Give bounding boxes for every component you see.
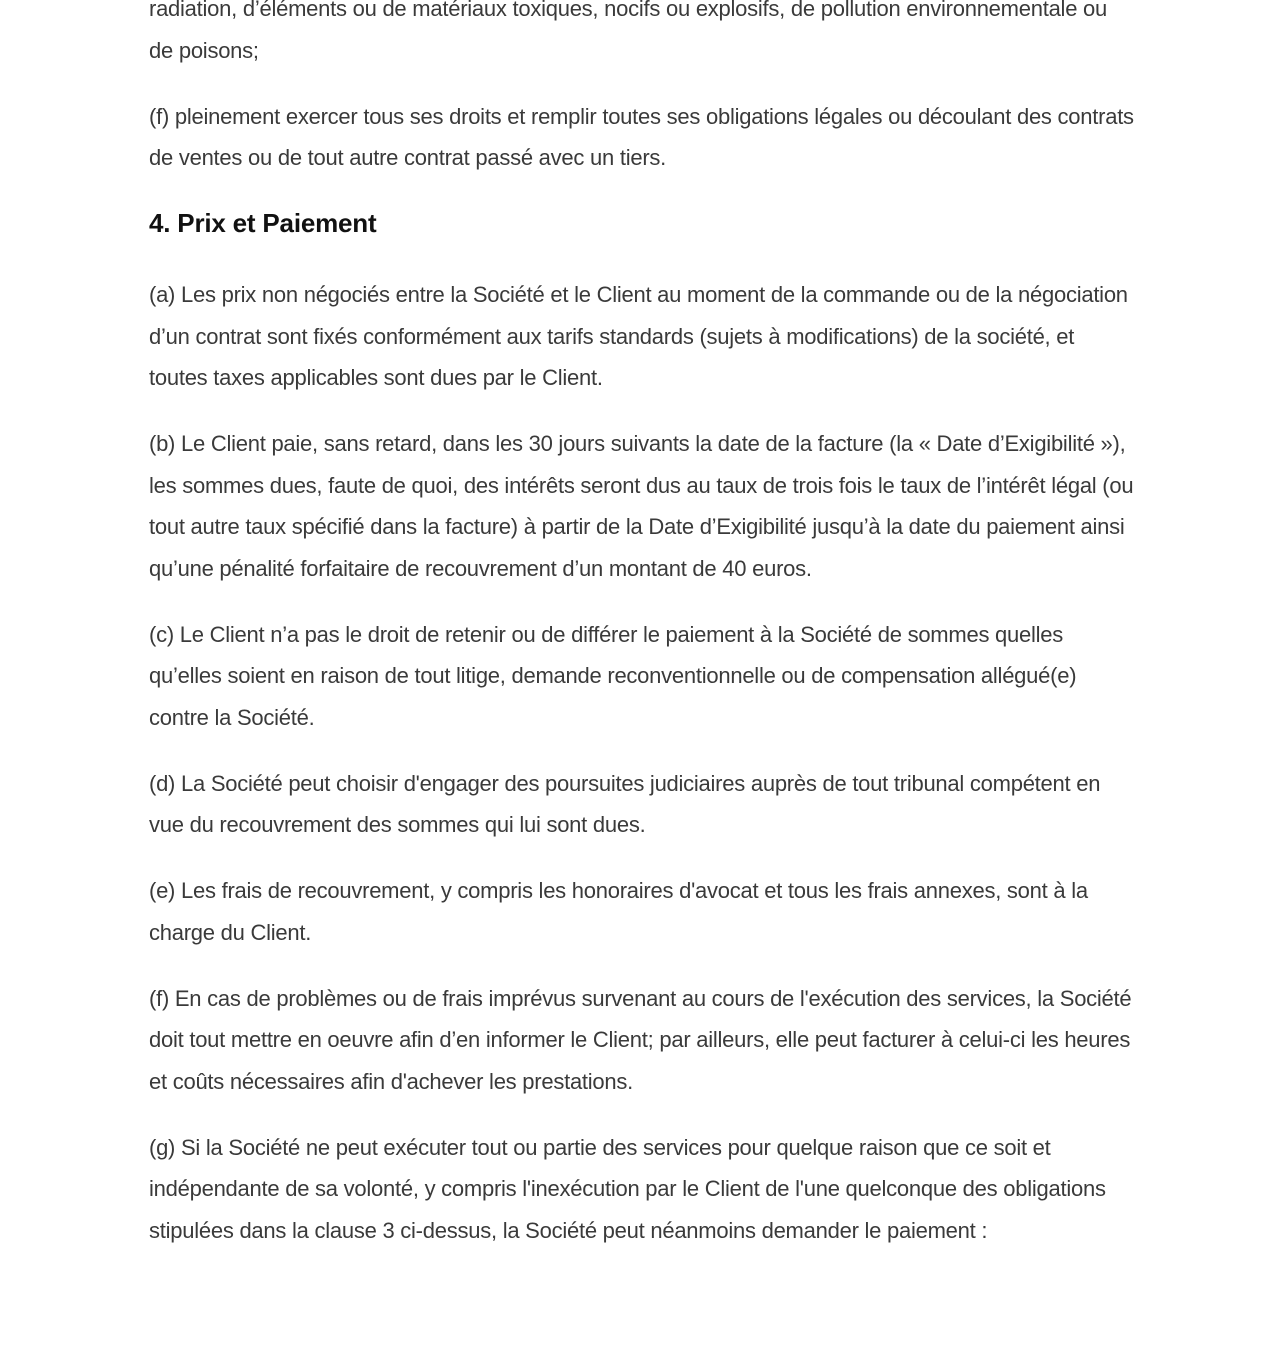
paragraph-4e: (e) Les frais de recouvrement, y compris les honoraires d'avocat et tous les frais annexes, sont à la charge du Client.: [149, 878, 1088, 945]
document-body: [149, 0, 1134, 1276]
paragraph-4f: (f) En cas de problèmes ou de frais imprévus survenant au cours de l'exécution des services, la Société doit tout mettre en oeuvre afin d’en informer le Client; par ailleurs, elle peut facturer à celui-ci les heures et coûts nécessaires afin d'achever les prestations.: [149, 985, 1132, 1094]
paragraph-4g: (g) Si la Société ne peut exécuter tout ou partie des services pour quelque raison que ce soit et indépendante de sa volonté, y compris l'inexécution par le Client de l'une quelconque des obligations stipulées dans la clause 3 ci-dessus, la Société peut néanmoins demander le paiement :: [149, 1134, 1106, 1243]
paragraph-4b: (b) Le Client paie, sans retard, dans les 30 jours suivants la date de la facture (la « Date d’Exigibilité »), les sommes dues, faute de quoi, des intérêts seront dus au taux de trois fois le taux de l’intérêt légal (ou tout autre taux spécifié dans la facture) à partir de la Date d’Exigibilité jusqu’à la date du paiement ainsi qu’une pénalité forfaitaire de recouvrement d’un montant de 40 euros.: [149, 431, 1134, 581]
paragraph-3f: (f) pleinement exercer tous ses droits et remplir toutes ses obligations légales ou découlant des contrats de ventes ou de tout autre contrat passé avec un tiers.: [149, 103, 1134, 170]
paragraph-4d: (d) La Société peut choisir d'engager des poursuites judiciaires auprès de tout tribunal compétent en vue du recouvrement des sommes qui lui sont dues.: [149, 770, 1101, 837]
paragraph-4c: (c) Le Client n’a pas le droit de retenir ou de différer le paiement à la Société de sommes quelles qu’elles soient en raison de tout litige, demande reconventionnelle ou de compensation allégué(e) contre la Société.: [149, 621, 1077, 730]
paragraph-3e-continuation: radiation, d’éléments ou de matériaux toxiques, nocifs ou explosifs, de pollution environnementale ou de poisons;: [149, 0, 1108, 63]
paragraph-4a: (a) Les prix non négociés entre la Société et le Client au moment de la commande ou de la négociation d’un contrat sont fixés conformément aux tarifs standards (sujets à modifications) de la société, et toutes taxes applicables sont dues par le Client.: [149, 282, 1128, 390]
section-heading-prix-et-paiement: 4. Prix et Paiement: [149, 208, 377, 238]
